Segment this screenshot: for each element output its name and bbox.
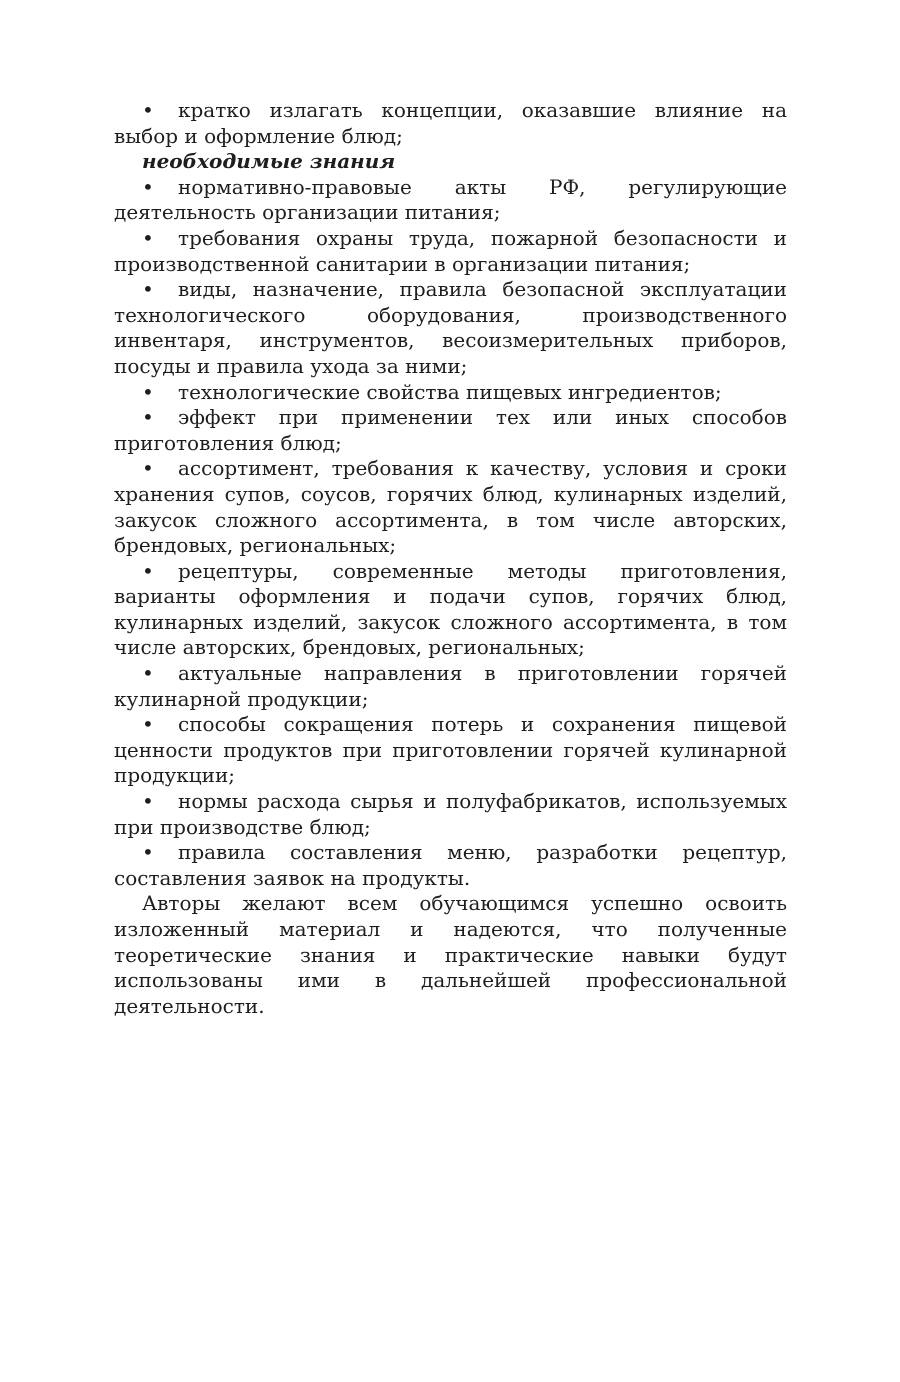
knowledge-bullet: • эффект при применении тех или иных способов приготовления блюд; [114, 405, 787, 456]
page-body [114, 98, 787, 1019]
knowledge-bullet: • требования охраны труда, пожарной безопасности и производственной санитарии в организации питания; [114, 226, 787, 277]
knowledge-bullet: • нормы расхода сырья и полуфабрикатов, используемых при производстве блюд; [114, 789, 787, 840]
knowledge-heading: необходимые знания [142, 149, 396, 174]
skill-bullet: • кратко излагать концепции, оказавшие влияние на выбор и оформление блюд; [114, 98, 787, 149]
knowledge-bullet: • нормативно-правовые акты РФ, регулирующие деятельность организации питания; [114, 175, 787, 226]
closing-paragraph: Авторы желают всем обучающимся успешно освоить изложенный материал и надеются, что полученные теоретические знания и практические навыки будут использованы ими в дальнейшей профессиональной деятельности. [114, 891, 787, 1018]
knowledge-bullet: • актуальные направления в приготовлении горячей кулинарной продукции; [114, 661, 787, 712]
knowledge-bullet: • технологические свойства пищевых ингредиентов; [114, 380, 787, 406]
knowledge-bullet: • способы сокращения потерь и сохранения пищевой ценности продуктов при приготовлении горячей кулинарной продукции; [114, 712, 787, 789]
knowledge-bullet: • рецептуры, современные методы приготовления, варианты оформления и подачи супов, горячих блюд, кулинарных изделий, закусок сложного ассортимента, в том числе авторских, брендовых, региональных; [114, 559, 787, 661]
knowledge-bullet: • виды, назначение, правила безопасной эксплуатации технологического оборудования, производственного инвентаря, инструментов, весоизмерительных приборов, посуды и правила ухода за ними; [114, 277, 787, 379]
knowledge-bullet: • правила составления меню, разработки рецептур, составления заявок на продукты. [114, 840, 787, 891]
knowledge-bullet: • ассортимент, требования к качеству, условия и сроки хранения супов, соусов, горячих блюд, кулинарных изделий, закусок сложного ассортимента, в том числе авторских, брендовых, региональных; [114, 456, 787, 558]
